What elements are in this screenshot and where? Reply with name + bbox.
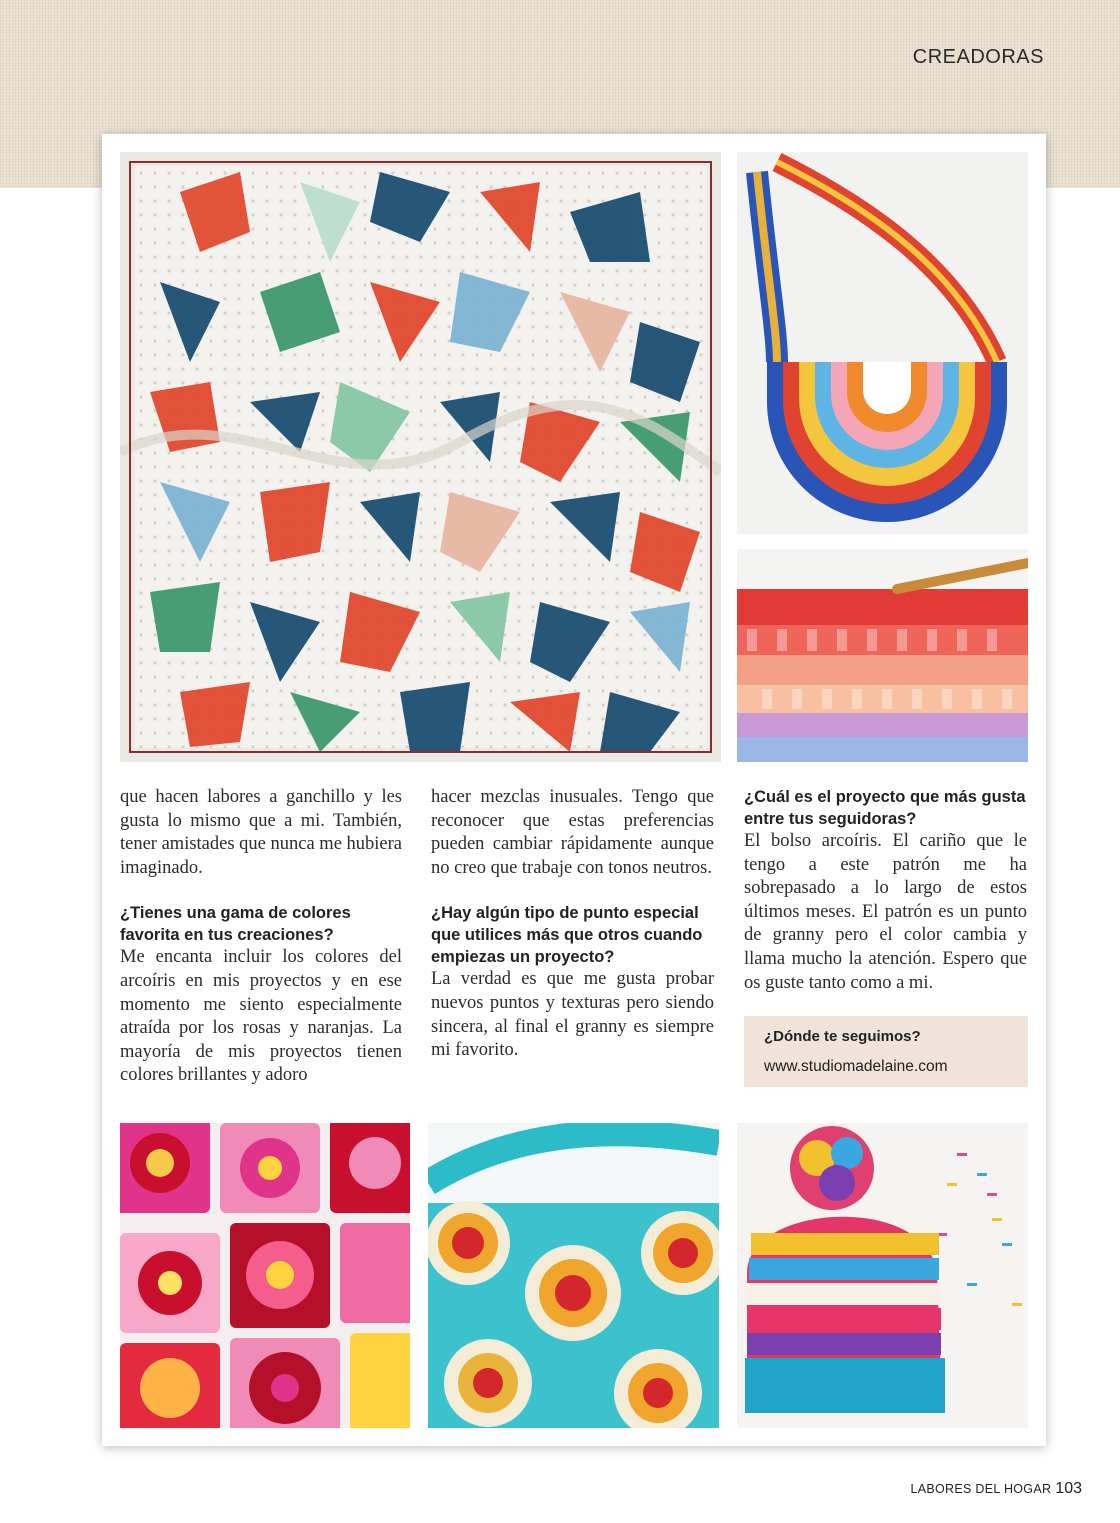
bag-photo — [737, 152, 1028, 534]
text-column-3 — [744, 786, 1027, 995]
granny-bag-photo — [428, 1123, 719, 1428]
stitch-swatch-photo — [737, 549, 1028, 762]
column1-paragraph-2: Me encanta incluir los colores del arcoíris en mis proyectos y en ese momento me siento especialmente atraída por los rosas y naranjas. La mayoría de mis proyectos tienen colores brillantes y adoro — [120, 947, 402, 1086]
follow-us-box — [744, 1016, 1028, 1087]
text-column-2 — [431, 786, 714, 1063]
column3-paragraph-1: El bolso arcoíris. El cariño que le tengo a este patrón me ha sobrepasado a lo largo de estos últimos meses. El patrón es un punto de granny pero el color cambia y llama mucho la atención. Espero que os guste tanto como a mi. — [744, 831, 1027, 993]
granny-squares-photo — [120, 1123, 410, 1428]
pompom-hat-photo — [737, 1123, 1028, 1428]
column1-paragraph-1: que hacen labores a ganchillo y les gusta lo mismo que a mi. También, tener amistades que nunca me hubiera imaginado. — [120, 787, 403, 878]
website-link[interactable]: www.studiomadelaine.com — [764, 1058, 948, 1075]
magazine-name: LABORES DEL HOGAR — [910, 1482, 1052, 1496]
page-number: 103 — [1055, 1480, 1082, 1497]
text-column-1 — [120, 786, 402, 1088]
column1-question: ¿Tienes una gama de colores favorita en tus creaciones? — [120, 904, 351, 945]
section-label: CREADORAS — [912, 46, 1044, 68]
follow-us-title: ¿Dónde te seguimos? — [764, 1028, 921, 1045]
page-footer — [911, 1480, 1083, 1498]
column3-question: ¿Cuál es el proyecto que más gusta entre tus seguidoras? — [744, 788, 1026, 828]
column2-question: ¿Hay algún tipo de punto especial que utilices más que otros cuando empiezas un proyecto? — [431, 904, 703, 967]
column2-paragraph-1: hacer mezclas inusuales. Tengo que reconocer que estas preferencias pueden cambiar rápidamente aunque no creo que trabaje con tonos neutros. — [431, 787, 714, 878]
blanket-photo — [120, 152, 721, 762]
column2-paragraph-2: La verdad es que me gusta probar nuevos puntos y texturas pero siendo sincera, al final el granny es siempre mi favorito. — [431, 969, 714, 1061]
